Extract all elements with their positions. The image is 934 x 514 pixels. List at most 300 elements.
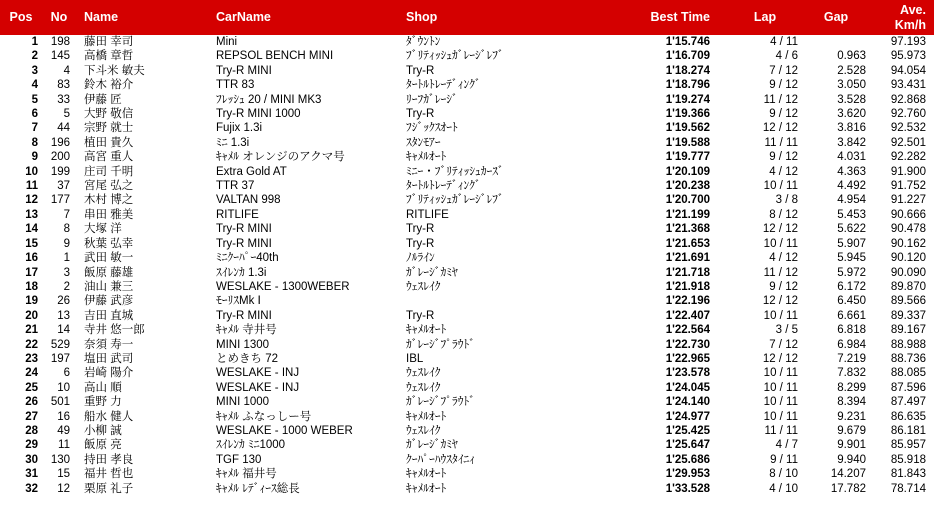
driver-name-cell: 福井 哲也 [84, 468, 134, 481]
table-row [0, 93, 934, 107]
best-time-cell: 1'21.918 [665, 280, 710, 293]
table-row [0, 237, 934, 251]
best-time-cell: 1'22.196 [665, 295, 710, 308]
car-name-cell: RITLIFE [216, 208, 259, 221]
table-row [0, 266, 934, 280]
header-ave-line1: Ave. [900, 2, 926, 17]
shop-cell: ﾘｰﾌｶﾞﾚｰｼﾞ [406, 93, 458, 106]
car-name-cell: ｷｬﾒﾙ 寺井号 [216, 324, 277, 337]
lap-cell: 10 / 11 [763, 237, 798, 250]
gap-cell: 2.528 [837, 64, 866, 77]
lap-cell: 10 / 11 [763, 180, 798, 193]
gap-cell [798, 35, 866, 49]
gap-cell: 5.622 [837, 223, 866, 236]
car-number-cell: 197 [50, 352, 70, 365]
best-time-cell: 1'21.653 [665, 237, 710, 250]
shop-cell: Try-R [406, 223, 435, 236]
driver-name-cell: 秋葉 弘幸 [84, 237, 134, 250]
driver-name-cell: 大野 敬信 [84, 108, 134, 121]
ave-speed-cell: 97.193 [890, 36, 926, 48]
car-name-cell: ﾐﾆｸｰﾊﾟｰ40th [216, 252, 279, 265]
driver-name-cell: 大塚 洋 [84, 223, 122, 236]
car-number-cell: 7 [63, 208, 70, 221]
car-name-cell: とめきち 72 [216, 352, 278, 365]
shop-cell: ｶﾞﾚｰｼﾞﾌﾟﾗｳﾄﾞ [406, 396, 475, 409]
gap-cell: 5.945 [837, 252, 866, 265]
pos-cell: 32 [25, 482, 38, 495]
car-number-cell: 200 [50, 151, 70, 164]
shop-cell: ﾌﾞﾘﾃｨｯｼｭｶﾞﾚｰｼﾞﾚﾌﾞ [406, 194, 504, 207]
shop-cell: ﾌﾞﾘﾃｨｯｼｭｶﾞﾚｰｼﾞﾚﾌﾞ [406, 50, 504, 63]
lap-cell: 11 / 11 [764, 424, 798, 437]
lap-cell: 11 / 12 [763, 266, 798, 279]
car-name-cell: WESLAKE - 1300WEBER [216, 280, 350, 293]
driver-name-cell: 岩崎 陽介 [84, 367, 134, 380]
header-name: Name [84, 10, 119, 24]
gap-cell: 9.940 [837, 453, 866, 466]
car-name-cell: TTR 83 [216, 79, 255, 92]
table-row [0, 381, 934, 395]
ave-speed-cell: 88.988 [890, 338, 926, 351]
lap-cell: 12 / 12 [762, 223, 798, 236]
table-row [0, 410, 934, 424]
car-number-cell: 13 [57, 309, 70, 322]
best-time-cell: 1'24.140 [665, 396, 710, 409]
car-number-cell: 2 [63, 280, 70, 293]
ave-speed-cell: 90.120 [890, 252, 926, 265]
car-number-cell: 49 [57, 424, 70, 437]
shop-cell: ｶﾞﾚｰｼﾞｶﾐﾔ [406, 266, 458, 279]
pos-cell: 8 [31, 136, 38, 149]
shop-cell: ﾀｰﾄﾙﾄﾚｰﾃﾞｨﾝｸﾞ [406, 180, 481, 193]
header-shop: Shop [406, 10, 438, 24]
ave-speed-cell: 92.868 [890, 93, 926, 106]
driver-name-cell: 植田 貴久 [84, 136, 134, 149]
pos-cell: 26 [25, 396, 38, 409]
gap-cell: 9.901 [837, 439, 866, 452]
lap-cell: 7 / 12 [769, 338, 798, 351]
driver-name-cell: 高橋 章哲 [84, 50, 134, 63]
car-number-cell: 16 [57, 410, 70, 423]
shop-cell: ｷｬﾒﾙｵｰﾄ [406, 410, 447, 423]
driver-name-cell: 木村 博之 [84, 194, 134, 207]
gap-cell: 3.528 [837, 93, 866, 106]
ave-speed-cell: 90.666 [890, 208, 926, 221]
ave-speed-cell: 90.478 [890, 223, 926, 236]
car-number-cell: 196 [50, 136, 70, 149]
lap-cell: 4 / 6 [775, 50, 798, 63]
shop-cell: ﾀｰﾄﾙﾄﾚｰﾃﾞｨﾝｸﾞ [406, 79, 481, 92]
car-name-cell: ｷｬﾒﾙ オレンジのアクマ号 [216, 151, 345, 164]
header-carname: CarName [216, 10, 271, 24]
gap-cell: 14.207 [830, 468, 866, 481]
lap-cell: 11 / 12 [763, 93, 798, 106]
lap-cell: 7 / 12 [769, 64, 798, 77]
car-name-cell: MINI 1300 [216, 338, 270, 351]
gap-cell: 8.299 [837, 381, 866, 394]
table-row [0, 482, 934, 496]
ave-speed-cell: 89.566 [890, 295, 926, 308]
car-name-cell: WESLAKE - INJ [216, 381, 300, 394]
driver-name-cell: 伊藤 武彦 [84, 295, 134, 308]
best-time-cell: 1'19.274 [665, 93, 710, 106]
lap-cell: 11 / 11 [764, 136, 798, 149]
best-time-cell: 1'23.578 [665, 367, 710, 380]
driver-name-cell: 串田 雅美 [84, 208, 134, 221]
pos-cell: 3 [31, 64, 38, 77]
best-time-cell: 1'19.366 [665, 108, 710, 121]
car-number-cell: 6 [63, 367, 70, 380]
ave-speed-cell: 92.501 [890, 136, 926, 149]
gap-cell: 17.782 [830, 482, 866, 495]
pos-cell: 4 [31, 79, 38, 92]
car-name-cell: Try-R MINI [216, 223, 272, 236]
table-row [0, 136, 934, 150]
driver-name-cell: 奈須 寿一 [84, 338, 134, 351]
pos-cell: 19 [25, 295, 38, 308]
gap-cell: 4.031 [837, 151, 866, 164]
car-name-cell: Try-R MINI [216, 64, 272, 77]
table-row [0, 222, 934, 236]
driver-name-cell: 宗野 就士 [84, 122, 134, 135]
best-time-cell: 1'19.588 [665, 136, 710, 149]
header-best-time: Best Time [650, 10, 710, 24]
best-time-cell: 1'24.977 [665, 410, 710, 423]
car-number-cell: 33 [57, 93, 70, 106]
lap-cell: 4 / 7 [775, 439, 798, 452]
gap-cell: 7.219 [837, 352, 866, 365]
pos-cell: 10 [25, 165, 38, 178]
car-number-cell: 130 [50, 453, 70, 466]
table-row [0, 179, 934, 193]
car-number-cell: 11 [58, 439, 70, 452]
car-number-cell: 37 [57, 180, 70, 193]
best-time-cell: 1'18.274 [665, 64, 710, 77]
lap-cell: 4 / 11 [770, 36, 798, 48]
table-row [0, 121, 934, 135]
shop-cell: ｸｰﾊﾟｰﾊｳｽﾀｲﾆｨ [406, 453, 475, 466]
best-time-cell: 1'24.045 [665, 381, 710, 394]
shop-cell: ﾌｼﾞｯｸｽｵｰﾄ [406, 122, 458, 135]
ave-speed-cell: 92.532 [890, 122, 926, 135]
shop-cell: Try-R [406, 309, 435, 322]
best-time-cell: 1'21.199 [665, 208, 710, 221]
car-number-cell: 26 [57, 295, 70, 308]
best-time-cell: 1'15.746 [665, 36, 710, 48]
table-row [0, 338, 934, 352]
driver-name-cell: 庄司 千明 [84, 165, 134, 178]
header-gap: Gap [823, 10, 849, 24]
lap-cell: 12 / 12 [762, 295, 798, 308]
lap-cell: 4 / 12 [769, 165, 798, 178]
ave-speed-cell: 95.973 [890, 50, 926, 63]
pos-cell: 13 [25, 208, 38, 221]
car-name-cell: REPSOL BENCH MINI [216, 50, 334, 63]
best-time-cell: 1'25.647 [665, 439, 710, 452]
driver-name-cell: 塩田 武司 [84, 352, 134, 365]
driver-name-cell: 寺井 悠一郎 [84, 324, 145, 337]
gap-cell: 9.231 [837, 410, 866, 423]
table-row [0, 438, 934, 452]
ave-speed-cell: 91.900 [890, 165, 926, 178]
pos-cell: 2 [31, 50, 38, 63]
ave-speed-cell: 91.227 [890, 194, 926, 207]
table-row [0, 395, 934, 409]
best-time-cell: 1'22.965 [665, 352, 710, 365]
car-name-cell: Fujix 1.3i [216, 122, 263, 135]
car-number-cell: 501 [50, 396, 70, 409]
table-row [0, 309, 934, 323]
ave-speed-cell: 88.085 [890, 367, 926, 380]
car-name-cell: WESLAKE - 1000 WEBER [216, 424, 353, 437]
pos-cell: 11 [25, 180, 38, 193]
car-name-cell: ﾐﾆ 1.3i [216, 136, 250, 149]
ave-speed-cell: 85.918 [890, 453, 926, 466]
table-row [0, 165, 934, 179]
best-time-cell: 1'19.562 [665, 122, 710, 135]
header-no: No [50, 10, 68, 24]
car-name-cell: Try-R MINI 1000 [216, 108, 301, 121]
car-name-cell: Mini [216, 36, 238, 48]
lap-cell: 8 / 10 [769, 468, 798, 481]
driver-name-cell: 重野 力 [84, 396, 122, 409]
best-time-cell: 1'20.238 [665, 180, 710, 193]
gap-cell: 0.963 [837, 50, 866, 63]
driver-name-cell: 高山 順 [84, 381, 122, 394]
best-time-cell: 1'22.730 [665, 338, 710, 351]
ave-speed-cell: 89.870 [890, 280, 926, 293]
table-row [0, 453, 934, 467]
gap-cell: 5.453 [837, 208, 866, 221]
car-name-cell: TGF 130 [216, 453, 262, 466]
pos-cell: 16 [25, 252, 38, 265]
pos-cell: 7 [31, 122, 38, 135]
shop-cell [406, 294, 612, 308]
driver-name-cell: 油山 兼三 [84, 280, 134, 293]
ave-speed-cell: 87.497 [890, 396, 926, 409]
pos-cell: 27 [25, 410, 38, 423]
best-time-cell: 1'18.796 [665, 79, 710, 92]
best-time-cell: 1'25.686 [665, 453, 710, 466]
header-row [0, 0, 934, 35]
ave-speed-cell: 92.282 [890, 151, 926, 164]
shop-cell: ｷｬﾒﾙｵｰﾄ [406, 151, 447, 164]
header-ave-line2: Km/h [894, 17, 926, 32]
pos-cell: 28 [25, 424, 38, 437]
lap-cell: 9 / 12 [769, 280, 798, 293]
table-row [0, 467, 934, 481]
shop-cell: ｷｬﾒﾙｵｰﾄ [406, 482, 447, 495]
shop-cell: Try-R [406, 237, 435, 250]
driver-name-cell: 武田 敏一 [84, 252, 134, 265]
car-name-cell: ﾌﾚｯｼｭ 20 / MINI MK3 [216, 93, 322, 106]
shop-cell: ｳｪｽﾚｲｸ [406, 367, 441, 380]
ave-speed-cell: 78.714 [890, 482, 926, 495]
driver-name-cell: 藤田 幸司 [84, 36, 134, 48]
car-number-cell: 177 [50, 194, 70, 207]
car-name-cell: TTR 37 [216, 180, 255, 193]
lap-cell: 10 / 11 [763, 410, 798, 423]
lap-cell: 9 / 12 [769, 151, 798, 164]
table-row [0, 107, 934, 121]
pos-cell: 25 [25, 381, 38, 394]
table-row [0, 193, 934, 207]
car-number-cell: 145 [50, 50, 70, 63]
gap-cell: 6.450 [837, 295, 866, 308]
table-row [0, 251, 934, 265]
car-name-cell: Try-R MINI [216, 237, 272, 250]
driver-name-cell: 宮尾 弘之 [84, 180, 134, 193]
table-row [0, 64, 934, 78]
best-time-cell: 1'16.709 [665, 50, 710, 63]
gap-cell: 3.816 [837, 122, 866, 135]
driver-name-cell: 吉田 直城 [84, 309, 134, 322]
gap-cell: 5.972 [837, 266, 866, 279]
pos-cell: 12 [25, 194, 38, 207]
driver-name-cell: 船水 健人 [84, 410, 134, 423]
best-time-cell: 1'20.700 [665, 194, 710, 207]
best-time-cell: 1'20.109 [665, 165, 710, 178]
lap-cell: 9 / 12 [769, 79, 798, 92]
pos-cell: 18 [25, 280, 38, 293]
car-number-cell: 44 [57, 122, 70, 135]
car-name-cell: ｷｬﾒﾙ ふなっしー号 [216, 410, 312, 423]
car-number-cell: 8 [63, 223, 70, 236]
car-name-cell: ｷｬﾒﾙ ﾚﾃﾞｨｰｽ総長 [216, 482, 300, 495]
shop-cell: ｶﾞﾚｰｼﾞﾌﾟﾗｳﾄﾞ [406, 338, 475, 351]
ave-speed-cell: 94.054 [890, 64, 926, 77]
ave-speed-cell: 86.181 [890, 424, 926, 437]
car-name-cell: WESLAKE - INJ [216, 367, 300, 380]
pos-cell: 22 [25, 338, 38, 351]
car-number-cell: 83 [57, 79, 70, 92]
header-lap: Lap [753, 10, 777, 24]
pos-cell: 5 [31, 93, 38, 106]
car-name-cell: Extra Gold AT [216, 165, 287, 178]
car-number-cell: 15 [57, 468, 70, 481]
shop-cell: ｷｬﾒﾙｵｰﾄ [406, 324, 447, 337]
car-name-cell: MINI 1000 [216, 396, 270, 409]
ave-speed-cell: 85.957 [890, 439, 926, 452]
shop-cell: RITLIFE [406, 208, 449, 221]
car-number-cell: 5 [63, 108, 70, 121]
car-number-cell: 529 [50, 338, 70, 351]
lap-cell: 4 / 10 [769, 482, 798, 495]
pos-cell: 31 [25, 468, 38, 481]
gap-cell: 6.172 [837, 280, 866, 293]
car-number-cell: 12 [57, 482, 70, 495]
pos-cell: 24 [25, 367, 38, 380]
driver-name-cell: 伊藤 匠 [84, 93, 122, 106]
car-number-cell: 10 [57, 381, 70, 394]
gap-cell: 6.984 [837, 338, 866, 351]
shop-cell: IBL [406, 352, 424, 365]
table-row [0, 352, 934, 366]
pos-cell: 17 [25, 266, 38, 279]
best-time-cell: 1'29.953 [665, 468, 710, 481]
driver-name-cell: 栗原 礼子 [84, 482, 134, 495]
ave-speed-cell: 87.596 [890, 381, 926, 394]
ave-speed-cell: 92.760 [890, 108, 926, 121]
gap-cell: 9.679 [837, 424, 866, 437]
car-number-cell: 199 [50, 165, 70, 178]
table-row [0, 49, 934, 63]
shop-cell: Try-R [406, 108, 435, 121]
pos-cell: 1 [31, 36, 38, 48]
driver-name-cell: 鈴木 裕介 [84, 79, 134, 92]
best-time-cell: 1'21.718 [665, 266, 710, 279]
gap-cell: 7.832 [837, 367, 866, 380]
gap-cell: 4.363 [837, 165, 866, 178]
gap-cell: 4.954 [837, 194, 866, 207]
gap-cell: 6.818 [837, 324, 866, 337]
shop-cell: ﾀﾞｳﾝﾄﾝ [406, 36, 441, 48]
table-row [0, 294, 934, 308]
pos-cell: 29 [25, 439, 38, 452]
lap-cell: 10 / 11 [763, 381, 798, 394]
ave-speed-cell: 91.752 [890, 180, 926, 193]
driver-name-cell: 小柳 誠 [84, 424, 122, 437]
ave-speed-cell: 90.090 [890, 266, 926, 279]
best-time-cell: 1'25.425 [665, 424, 710, 437]
lap-cell: 8 / 12 [769, 208, 798, 221]
car-name-cell: ｽｲﾚﾝｶ ﾐﾆ1000 [216, 439, 286, 452]
shop-cell: ｳｪｽﾚｲｸ [406, 280, 441, 293]
car-name-cell: ﾓｰﾘｽMk Ⅰ [216, 295, 261, 308]
shop-cell: ｳｪｽﾚｲｸ [406, 424, 441, 437]
ave-speed-cell: 89.337 [890, 309, 926, 322]
driver-name-cell: 高宮 重人 [84, 151, 134, 164]
table-row [0, 366, 934, 380]
driver-name-cell: 飯原 藤雄 [84, 266, 134, 279]
shop-cell: ｷｬﾒﾙｵｰﾄ [406, 468, 447, 481]
car-name-cell: Try-R MINI [216, 309, 272, 322]
car-number-cell: 14 [57, 324, 70, 337]
car-number-cell: 3 [63, 266, 70, 279]
best-time-cell: 1'22.407 [665, 309, 710, 322]
car-number-cell: 4 [63, 64, 70, 77]
header-pos: Pos [9, 10, 33, 24]
table-row [0, 35, 934, 49]
car-name-cell: VALTAN 998 [216, 194, 281, 207]
ave-speed-cell: 93.431 [890, 79, 926, 92]
gap-cell: 4.492 [837, 180, 866, 193]
best-time-cell: 1'22.564 [665, 324, 710, 337]
car-name-cell: ｷｬﾒﾙ 福井号 [216, 468, 277, 481]
table-row [0, 208, 934, 222]
pos-cell: 20 [25, 309, 38, 322]
pos-cell: 15 [25, 237, 38, 250]
driver-name-cell: 下斗米 敏夫 [84, 64, 145, 77]
pos-cell: 23 [25, 352, 38, 365]
best-time-cell: 1'33.528 [665, 482, 710, 495]
gap-cell: 3.050 [837, 79, 866, 92]
pos-cell: 21 [25, 324, 38, 337]
header-ave-speed [866, 0, 934, 35]
best-time-cell: 1'19.777 [665, 151, 710, 164]
best-time-cell: 1'21.368 [665, 223, 710, 236]
ave-speed-cell: 81.843 [890, 468, 926, 481]
best-time-cell: 1'21.691 [665, 252, 710, 265]
table-row [0, 424, 934, 438]
table-row [0, 323, 934, 337]
shop-cell: ﾐﾆｰ・ﾌﾞﾘﾃｨｯｼｭｶｰｽﾞ [406, 165, 504, 178]
table-row [0, 150, 934, 164]
lap-cell: 12 / 12 [762, 352, 798, 365]
driver-name-cell: 持田 孝良 [84, 453, 134, 466]
gap-cell: 6.661 [837, 309, 866, 322]
gap-cell: 3.620 [837, 108, 866, 121]
